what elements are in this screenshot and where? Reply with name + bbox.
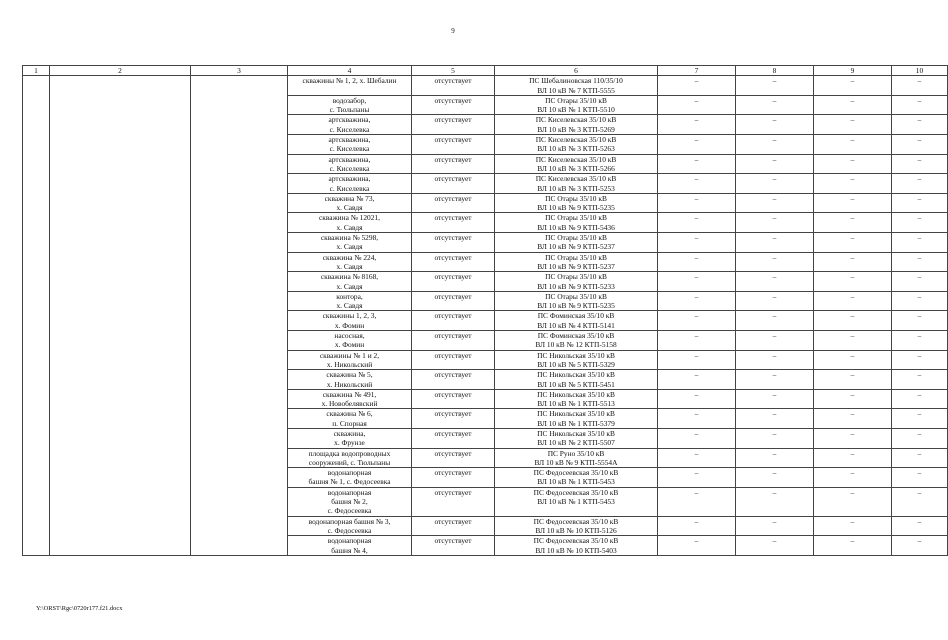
object-name-line: х. Фомин	[334, 340, 365, 350]
dash-cell-c8: –	[736, 389, 814, 409]
dash-cell-c8: –	[736, 174, 814, 194]
dash-cell-c8: –	[736, 409, 814, 429]
dash-cell-c9: –	[814, 233, 892, 253]
power-source-line: ВЛ 10 кВ № 1 КТП-5510	[537, 105, 615, 115]
object-name-line: артскважина,	[328, 174, 371, 184]
power-source-line: ПС Отары 35/10 кВ	[545, 252, 607, 262]
status-cell: отсутствует	[412, 468, 495, 488]
object-name-line: скважина,	[333, 428, 366, 438]
object-name-line: скважины № 1 и 2,	[319, 350, 380, 360]
status-cell: отсутствует	[412, 115, 495, 135]
dash-cell-c10: –	[892, 252, 948, 272]
power-source-line: ПС Федосеевская 35/10 кВ	[533, 516, 619, 526]
object-name-cell	[288, 311, 412, 331]
power-source-line: ПС Никольская 35/10 кВ	[537, 428, 615, 438]
object-name-line: водонапорная	[327, 536, 372, 546]
dash-cell-c10: –	[892, 331, 948, 351]
power-source-cell	[495, 213, 658, 233]
dash-cell-c7: –	[658, 115, 736, 135]
dash-cell-c9: –	[814, 154, 892, 174]
column-header: 5	[412, 66, 495, 76]
dash-cell-c9: –	[814, 516, 892, 536]
power-source-line: ВЛ 10 кВ № 5 КТП-5329	[537, 359, 615, 369]
power-source-cell	[495, 291, 658, 311]
object-name-line: с. Федосеевка	[327, 506, 372, 516]
dash-cell-c10: –	[892, 409, 948, 429]
dash-cell-c9: –	[814, 428, 892, 448]
footer-file-path: Y:\ORST\Rgc\0720r177.f21.docx	[36, 605, 123, 612]
power-source-cell	[495, 370, 658, 390]
object-name-line: башня № 4,	[331, 545, 368, 555]
object-name-line: водонапорная башня № 3,	[308, 516, 391, 526]
dash-cell-c7: –	[658, 448, 736, 468]
object-name-line: скважина № 224,	[322, 252, 377, 262]
object-name-line: артскважина,	[328, 154, 371, 164]
dash-cell-c8: –	[736, 193, 814, 213]
power-source-line: ПС Отары 35/10 кВ	[545, 233, 607, 243]
object-name-line: скважина № 5298,	[320, 233, 379, 243]
object-name-cell	[288, 291, 412, 311]
object-name-line: сооружений, с. Тюльпаны	[308, 457, 391, 467]
dash-cell-c7: –	[658, 389, 736, 409]
dash-cell-c7: –	[658, 272, 736, 292]
page-number: 9	[451, 27, 455, 35]
object-name-line: контора,	[336, 291, 363, 301]
dash-cell-c7: –	[658, 487, 736, 516]
status-cell: отсутствует	[412, 193, 495, 213]
power-source-line: ВЛ 10 кВ № 10 КТП-5126	[535, 525, 617, 535]
power-source-line: ПС Отары 35/10 кВ	[545, 291, 607, 301]
object-name-cell	[288, 272, 412, 292]
dash-cell-c7: –	[658, 468, 736, 488]
power-source-cell	[495, 331, 658, 351]
power-source-line: ВЛ 10 кВ № 7 КТП-5555	[537, 85, 615, 95]
dash-cell-c8: –	[736, 95, 814, 115]
dash-cell-c8: –	[736, 350, 814, 370]
object-name-line: х. Савдя	[336, 261, 363, 271]
power-source-line: ВЛ 10 кВ № 5 КТП-5451	[537, 379, 615, 389]
dash-cell-c9: –	[814, 370, 892, 390]
power-source-cell	[495, 193, 658, 213]
dash-cell-c7: –	[658, 409, 736, 429]
object-name-cell	[288, 76, 412, 96]
dash-cell-c7: –	[658, 331, 736, 351]
object-name-line: артскважина,	[328, 135, 371, 145]
dash-cell-c7: –	[658, 350, 736, 370]
dash-cell-c9: –	[814, 272, 892, 292]
power-source-line: ПС Шебалиновская 110/35/10	[529, 76, 623, 86]
dash-cell-c9: –	[814, 115, 892, 135]
object-name-line: с. Киселевка	[329, 163, 370, 173]
dash-cell-c7: –	[658, 516, 736, 536]
power-source-line: ВЛ 10 кВ № 9 КТП-5237	[537, 261, 615, 271]
dash-cell-c7: –	[658, 76, 736, 96]
dash-cell-c10: –	[892, 213, 948, 233]
power-source-line: ВЛ 10 кВ № 12 КТП-5158	[535, 340, 617, 350]
object-name-line: с. Киселевка	[329, 183, 370, 193]
column-header: 8	[736, 66, 814, 76]
dash-cell-c9: –	[814, 135, 892, 155]
status-cell: отсутствует	[412, 448, 495, 468]
object-name-line: скважина № 491,	[322, 389, 377, 399]
dash-cell-c9: –	[814, 331, 892, 351]
dash-cell-c8: –	[736, 370, 814, 390]
dash-cell-c8: –	[736, 291, 814, 311]
dash-cell-c10: –	[892, 154, 948, 174]
dash-cell-c7: –	[658, 252, 736, 272]
object-name-line: скважина № 8168,	[320, 272, 379, 282]
object-name-line: скважина № 12021,	[319, 213, 380, 223]
object-name-line: башня № 2,	[331, 497, 368, 507]
status-cell: отсутствует	[412, 516, 495, 536]
power-source-line: ВЛ 10 кВ № 3 КТП-5266	[537, 163, 615, 173]
dash-cell-c10: –	[892, 233, 948, 253]
power-source-line: ВЛ 10 кВ № 9 КТП-5436	[537, 222, 615, 232]
col-2-cell	[50, 76, 191, 556]
power-source-cell	[495, 135, 658, 155]
power-source-cell	[495, 174, 658, 194]
object-name-line: скважины 1, 2, 3,	[322, 311, 377, 321]
power-source-cell	[495, 448, 658, 468]
table-row	[23, 76, 948, 96]
dash-cell-c9: –	[814, 389, 892, 409]
col-3-cell	[191, 76, 288, 556]
status-cell: отсутствует	[412, 291, 495, 311]
object-name-cell	[288, 487, 412, 516]
power-source-cell	[495, 154, 658, 174]
object-name-line: площадка водопроводных	[308, 448, 391, 458]
dash-cell-c8: –	[736, 252, 814, 272]
status-cell: отсутствует	[412, 154, 495, 174]
power-source-line: ВЛ 10 кВ № 10 КТП-5403	[535, 545, 617, 555]
object-name-cell	[288, 174, 412, 194]
object-name-cell	[288, 516, 412, 536]
dash-cell-c10: –	[892, 272, 948, 292]
dash-cell-c9: –	[814, 252, 892, 272]
column-header: 9	[814, 66, 892, 76]
power-source-cell	[495, 311, 658, 331]
power-source-cell	[495, 468, 658, 488]
object-name-line: х. Савдя	[336, 281, 363, 291]
power-source-line: ПС Киселевская 35/10 кВ	[535, 135, 617, 145]
power-source-cell	[495, 487, 658, 516]
power-source-cell	[495, 233, 658, 253]
power-source-line: ПС Фоминская 35/10 кВ	[537, 311, 615, 321]
dash-cell-c10: –	[892, 95, 948, 115]
power-source-line: ВЛ 10 кВ № 9 КТП-5237	[537, 242, 615, 252]
dash-cell-c9: –	[814, 487, 892, 516]
object-name-line: водонапорная	[327, 487, 372, 497]
dash-cell-c10: –	[892, 448, 948, 468]
power-source-line: ВЛ 10 кВ № 9 КТП-5233	[537, 281, 615, 291]
power-source-cell	[495, 272, 658, 292]
status-cell: отсутствует	[412, 233, 495, 253]
dash-cell-c10: –	[892, 370, 948, 390]
table-header-row	[23, 66, 948, 76]
object-name-line: х. Савдя	[336, 242, 363, 252]
object-name-cell	[288, 213, 412, 233]
dash-cell-c9: –	[814, 409, 892, 429]
dash-cell-c7: –	[658, 174, 736, 194]
status-cell: отсутствует	[412, 135, 495, 155]
status-cell: отсутствует	[412, 95, 495, 115]
power-source-line: ПС Отары 35/10 кВ	[545, 213, 607, 223]
status-cell: отсутствует	[412, 370, 495, 390]
table-body	[23, 76, 948, 556]
object-name-cell	[288, 428, 412, 448]
dash-cell-c9: –	[814, 174, 892, 194]
status-cell: отсутствует	[412, 311, 495, 331]
dash-cell-c9: –	[814, 468, 892, 488]
object-name-cell	[288, 409, 412, 429]
dash-cell-c8: –	[736, 233, 814, 253]
power-source-cell	[495, 76, 658, 96]
object-name-line: х. Новобелявский	[321, 399, 378, 409]
power-source-line: ПС Фоминская 35/10 кВ	[537, 331, 615, 341]
power-source-line: ПС Отары 35/10 кВ	[545, 272, 607, 282]
object-name-line: х. Савдя	[336, 301, 363, 311]
dash-cell-c10: –	[892, 193, 948, 213]
power-source-line: ПС Отары 35/10 кВ	[545, 95, 607, 105]
object-name-line: х. Савдя	[336, 222, 363, 232]
column-header: 1	[23, 66, 50, 76]
status-cell: отсутствует	[412, 428, 495, 448]
object-name-cell	[288, 370, 412, 390]
status-cell: отсутствует	[412, 536, 495, 556]
power-source-cell	[495, 409, 658, 429]
dash-cell-c8: –	[736, 428, 814, 448]
object-name-cell	[288, 468, 412, 488]
object-name-cell	[288, 193, 412, 213]
dash-cell-c9: –	[814, 536, 892, 556]
dash-cell-c8: –	[736, 213, 814, 233]
object-name-line: скважина № 6,	[326, 409, 373, 419]
dash-cell-c10: –	[892, 428, 948, 448]
dash-cell-c10: –	[892, 350, 948, 370]
power-source-cell	[495, 115, 658, 135]
column-header: 3	[191, 66, 288, 76]
dash-cell-c8: –	[736, 135, 814, 155]
dash-cell-c7: –	[658, 193, 736, 213]
dash-cell-c8: –	[736, 272, 814, 292]
object-name-cell	[288, 389, 412, 409]
power-source-line: ВЛ 10 кВ № 9 КТП-5235	[537, 203, 615, 213]
status-cell: отсутствует	[412, 174, 495, 194]
power-source-line: ВЛ 10 кВ № 3 КТП-5253	[537, 183, 615, 193]
power-source-line: ВЛ 10 кВ № 4 КТП-5141	[537, 320, 615, 330]
power-source-line: ВЛ 10 кВ № 1 КТП-5513	[537, 399, 615, 409]
power-source-line: ВЛ 10 кВ № 2 КТП-5507	[537, 438, 615, 448]
object-name-line: х. Фрунзе	[334, 438, 365, 448]
power-source-line: ПС Никольская 35/10 кВ	[537, 370, 615, 380]
dash-cell-c10: –	[892, 291, 948, 311]
dash-cell-c10: –	[892, 311, 948, 331]
status-cell: отсутствует	[412, 213, 495, 233]
power-source-line: ВЛ 10 кВ № 9 КТП-5554А	[534, 457, 618, 467]
object-name-line: х. Никольский	[326, 379, 373, 389]
dash-cell-c8: –	[736, 468, 814, 488]
object-name-line: с. Киселевка	[329, 124, 370, 134]
object-name-line: водозабор,	[332, 95, 367, 105]
dash-cell-c10: –	[892, 135, 948, 155]
dash-cell-c10: –	[892, 389, 948, 409]
dash-cell-c9: –	[814, 350, 892, 370]
dash-cell-c8: –	[736, 311, 814, 331]
power-source-cell	[495, 95, 658, 115]
status-cell: отсутствует	[412, 331, 495, 351]
power-source-line: ПС Отары 35/10 кВ	[545, 193, 607, 203]
column-header: 4	[288, 66, 412, 76]
column-header: 7	[658, 66, 736, 76]
dash-cell-c7: –	[658, 95, 736, 115]
power-source-cell	[495, 252, 658, 272]
object-name-line: насосная,	[334, 331, 365, 341]
object-name-cell	[288, 350, 412, 370]
object-name-cell	[288, 252, 412, 272]
dash-cell-c8: –	[736, 115, 814, 135]
power-source-cell	[495, 389, 658, 409]
power-source-line: ПС Никольская 35/10 кВ	[537, 409, 615, 419]
object-name-line: скважина № 73,	[324, 193, 375, 203]
power-source-line: ПС Киселевская 35/10 кВ	[535, 174, 617, 184]
object-name-line: х. Савдя	[336, 203, 363, 213]
object-name-cell	[288, 331, 412, 351]
status-cell: отсутствует	[412, 389, 495, 409]
power-source-line: ВЛ 10 кВ № 1 КТП-5379	[537, 418, 615, 428]
object-name-cell	[288, 448, 412, 468]
status-cell: отсутствует	[412, 76, 495, 96]
object-name-line: водонапорная	[327, 468, 372, 478]
status-cell: отсутствует	[412, 350, 495, 370]
status-cell: отсутствует	[412, 487, 495, 516]
dash-cell-c10: –	[892, 76, 948, 96]
power-source-line: ВЛ 10 кВ № 1 КТП-5453	[537, 477, 615, 487]
dash-cell-c9: –	[814, 76, 892, 96]
dash-cell-c8: –	[736, 487, 814, 516]
status-cell: отсутствует	[412, 252, 495, 272]
column-header: 6	[495, 66, 658, 76]
power-source-line: ПС Киселевская 35/10 кВ	[535, 154, 617, 164]
object-name-line: п. Спорная	[332, 418, 367, 428]
power-source-line: ВЛ 10 кВ № 9 КТП-5235	[537, 301, 615, 311]
dash-cell-c9: –	[814, 448, 892, 468]
dash-cell-c7: –	[658, 536, 736, 556]
dash-cell-c8: –	[736, 536, 814, 556]
object-name-cell	[288, 233, 412, 253]
dash-cell-c9: –	[814, 95, 892, 115]
dash-cell-c7: –	[658, 291, 736, 311]
power-source-line: ПС Никольская 35/10 кВ	[537, 350, 615, 360]
dash-cell-c7: –	[658, 213, 736, 233]
object-name-cell	[288, 115, 412, 135]
dash-cell-c10: –	[892, 516, 948, 536]
dash-cell-c8: –	[736, 448, 814, 468]
power-source-cell	[495, 516, 658, 536]
object-name-line: артскважина,	[328, 115, 371, 125]
power-source-line: ВЛ 10 кВ № 1 КТП-5453	[537, 497, 615, 507]
object-name-cell	[288, 135, 412, 155]
dash-cell-c7: –	[658, 233, 736, 253]
dash-cell-c7: –	[658, 135, 736, 155]
col-1-cell	[23, 76, 50, 556]
dash-cell-c9: –	[814, 213, 892, 233]
power-source-cell	[495, 536, 658, 556]
power-source-line: ПС Киселевская 35/10 кВ	[535, 115, 617, 125]
power-source-line: ПС Федосеевская 35/10 кВ	[533, 468, 619, 478]
dash-cell-c7: –	[658, 428, 736, 448]
document-table	[22, 65, 948, 556]
power-source-line: ПС Никольская 35/10 кВ	[537, 389, 615, 399]
power-source-cell	[495, 428, 658, 448]
object-name-line: с. Федосеевка	[327, 525, 372, 535]
object-name-cell	[288, 95, 412, 115]
object-name-line: х. Никольский	[326, 359, 373, 369]
object-name-line: башня № 1, с. Федосеевка	[308, 477, 391, 487]
power-source-line: ВЛ 10 кВ № 3 КТП-5269	[537, 124, 615, 134]
object-name-cell	[288, 154, 412, 174]
dash-cell-c9: –	[814, 311, 892, 331]
dash-cell-c7: –	[658, 154, 736, 174]
object-name-line: х. Фомин	[334, 320, 365, 330]
power-source-cell	[495, 350, 658, 370]
dash-cell-c7: –	[658, 370, 736, 390]
dash-cell-c8: –	[736, 76, 814, 96]
power-source-line: ПС Федосеевская 35/10 кВ	[533, 536, 619, 546]
power-source-line: ВЛ 10 кВ № 3 КТП-5263	[537, 144, 615, 154]
object-name-cell	[288, 536, 412, 556]
object-name-line: с. Киселевка	[329, 144, 370, 154]
object-name-line: скважины № 1, 2, х. Шебалин	[302, 76, 397, 86]
dash-cell-c9: –	[814, 291, 892, 311]
dash-cell-c10: –	[892, 487, 948, 516]
dash-cell-c10: –	[892, 174, 948, 194]
column-header: 10	[892, 66, 948, 76]
dash-cell-c10: –	[892, 115, 948, 135]
dash-cell-c10: –	[892, 468, 948, 488]
dash-cell-c8: –	[736, 154, 814, 174]
dash-cell-c8: –	[736, 331, 814, 351]
status-cell: отсутствует	[412, 272, 495, 292]
power-source-line: ПС Федосеевская 35/10 кВ	[533, 487, 619, 497]
object-name-line: скважина № 5,	[326, 370, 373, 380]
power-source-line: ПС Руно 35/10 кВ	[547, 448, 605, 458]
dash-cell-c7: –	[658, 311, 736, 331]
column-header: 2	[50, 66, 191, 76]
dash-cell-c10: –	[892, 536, 948, 556]
dash-cell-c8: –	[736, 516, 814, 536]
status-cell: отсутствует	[412, 409, 495, 429]
object-name-line: с. Тюльпаны	[329, 105, 370, 115]
dash-cell-c9: –	[814, 193, 892, 213]
